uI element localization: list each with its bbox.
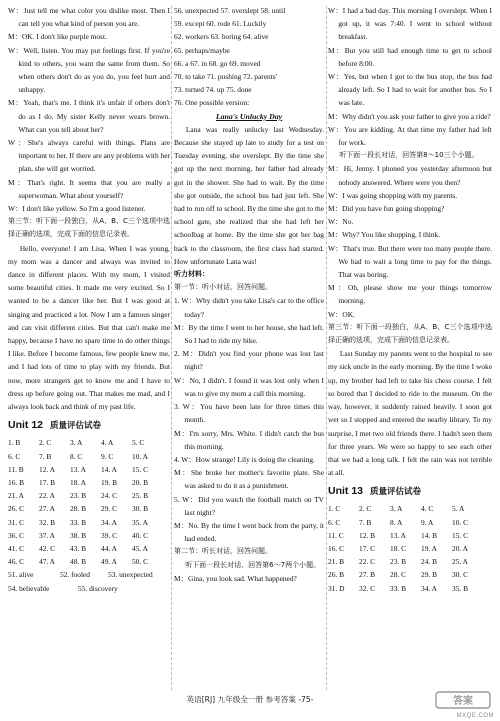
answer-item: 11. B <box>8 464 24 474</box>
answer-item: 1. B <box>8 438 21 448</box>
answer-tail <box>8 568 170 594</box>
answer-item: 51. alive <box>8 570 34 580</box>
answer-item: 41. C <box>8 543 25 553</box>
answer-item: 35. B <box>452 583 469 593</box>
dialogue-line: 3. W：You have been late for three times this month. <box>174 402 324 425</box>
answer-item: 26. B <box>328 570 345 580</box>
answer-row <box>328 529 492 542</box>
answer-item: 10. A <box>132 451 149 461</box>
answer-item: 47. A <box>39 557 56 567</box>
answer-line: 76. One possible version: <box>174 98 250 108</box>
dialogue-line: M：No. By the time I went back from the party, it had ended. <box>174 520 324 544</box>
answer-item: 27. A <box>39 504 56 514</box>
answer-item: 13. A <box>390 530 407 540</box>
answer-line: 70. to take 71. pushing 72. parents' <box>174 72 277 82</box>
answer-item: 19. A <box>421 543 438 553</box>
answer-item: 16. B <box>8 477 25 487</box>
answer-row <box>8 476 170 489</box>
column-left <box>8 4 170 692</box>
watermark-text: MXQE.COM <box>456 713 494 719</box>
answer-item: 12. A <box>39 464 56 474</box>
answer-item: 43. B <box>70 543 87 553</box>
answer-row <box>8 450 170 463</box>
unit-number: Unit 13 <box>328 485 364 498</box>
dialogue-line: M：That's right. It seems that you are really a superwoman. What about yourself? <box>8 177 170 200</box>
answer-item: 11. C <box>328 530 344 540</box>
answer-item: 9. C <box>101 451 114 461</box>
answer-item: 3. A <box>390 504 403 514</box>
answer-row <box>328 502 492 515</box>
answer-item: 37. A <box>39 530 56 540</box>
answer-item: 40. C <box>132 530 149 540</box>
story-text: Lana was really unlucky last Wednesday. Because she stayed up late to study for a test on Tuesday evening, she overslept. By the time she got up the next morning, her father had already got in the shower. She had to wait. By the time she got outside, the school bus had just left. She had to run off to school. By the time she got to the school gate, she realized that she had left her schoolbag at home. By the time she got her bag back to the classroom, the first class had started. How unfortunate Lana was! <box>174 124 324 266</box>
answer-item: 4. A <box>101 438 114 448</box>
answer-line: 62. workers 63. boring 64. alive <box>174 32 269 42</box>
listening-header: 听力材料： <box>174 270 209 279</box>
answer-item: 36. C <box>8 530 25 540</box>
answer-item: 52. fooled <box>60 570 90 580</box>
monologue-text: Hello, everyone! I am Lisa. When I was young, my mom was a dancer and always was invited to dance in different places. With my mom, I visited some beautiful cities. It made me very excited. So I wanted to be a dancer like her. But I was good at singing and practiced a lot. Now I am a famous singer and can visit different cities. But that can't make me happy, because I have no spare time to do other things I like. Before I become famous, few people knew me, and I had lots of time to play with my friends. But now, more strangers get to know me and I have to dress up before going out. That makes me mad, and I always look back and think of my past life. <box>8 243 170 412</box>
dialogue-line: M：Did you have fun going shopping? <box>328 204 445 214</box>
answer-item: 18. C <box>390 543 407 553</box>
dialogue-colors <box>8 4 170 215</box>
dialogue-line: M：But you still had enough time to get to school before 8:00. <box>328 45 492 68</box>
column-middle <box>174 4 324 692</box>
answer-item: 24. C <box>101 491 118 501</box>
dialogue-line: 2. M：Didn't you find your phone was lost last night? <box>174 349 324 372</box>
answer-item: 5. C <box>132 438 145 448</box>
answer-item: 33. B <box>390 583 407 593</box>
answer-item: 3. A <box>70 438 83 448</box>
dialogue-line: M：Why? You like shopping, I think. <box>328 230 441 240</box>
answer-item: 6. C <box>8 451 21 461</box>
answer-item: 28. B <box>70 504 87 514</box>
dialogue-line: W：She's always careful with things. Plans are important to her. If there are any problems with her plan, she will get worried. <box>8 138 170 174</box>
answer-row <box>328 542 492 555</box>
answer-row <box>328 555 492 568</box>
answer-item: 25. A <box>452 557 469 567</box>
answer-row <box>8 542 170 555</box>
answer-line: 59. except 60. rode 61. Luckily <box>174 19 267 29</box>
answer-grid-unit13 <box>328 502 492 594</box>
answer-item: 25. B <box>132 491 149 501</box>
answer-row <box>8 502 170 515</box>
answer-item: 14. A <box>101 464 118 474</box>
answer-row <box>328 516 492 529</box>
answer-row <box>328 568 492 581</box>
section-instruction: 听下面一段长对话，回答第8～10三个小题。 <box>339 151 479 160</box>
answer-item: 10. C <box>452 517 469 527</box>
answer-item: 53. unexpected <box>108 570 153 580</box>
dialogue-line: 4. W：How strange! Lily is doing the cleaning. <box>174 454 315 464</box>
answer-item: 18. A <box>70 477 87 487</box>
section-heading: 第二节：听长对话，回答问题。 <box>174 547 272 556</box>
answer-row <box>8 555 170 568</box>
answer-item: 17. B <box>39 477 56 487</box>
story-title: Lana's Unlucky Day <box>215 111 283 121</box>
answer-page <box>8 4 492 694</box>
dialogue-line: M：By the time I went to her house, she had left. So I had to ride my bike. <box>174 322 324 346</box>
answer-row <box>8 516 170 529</box>
answer-item: 38. B <box>70 530 87 540</box>
dialogue-line: W：That's true. But there were too many people there. We had to wait a long time to pay for the things. That was boring. <box>328 243 492 280</box>
answer-item: 22. A <box>39 491 56 501</box>
answer-line: 66. a 67. in 68. go 69. moved <box>174 58 261 68</box>
answer-item: 44. A <box>101 543 118 553</box>
answer-item: 17. C <box>359 543 376 553</box>
answer-item: 21. A <box>8 491 25 501</box>
answer-item: 4. C <box>421 504 434 514</box>
answer-item: 30. B <box>132 504 149 514</box>
answer-item: 33. B <box>70 517 87 527</box>
dialogue-line: 5. W：Did you watch the football match on TV last night? <box>174 494 324 517</box>
unit13-heading <box>328 482 492 501</box>
answer-item: 2. C <box>359 504 372 514</box>
answer-item: 19. B <box>101 477 118 487</box>
dialogue-line: W：No. <box>328 217 354 227</box>
answer-line: 56. unexpected 57. overslept 58. until <box>174 6 286 15</box>
unit-title: 质量评估试卷 <box>369 487 421 498</box>
dialogue-line: M：I'm sorry, Mrs. White. I didn't catch the bus this morning. <box>174 428 324 451</box>
answer-item: 24. B <box>421 557 438 567</box>
answer-item: 31. D <box>328 583 345 593</box>
answer-row <box>8 489 170 502</box>
answer-item: 34. A <box>101 517 118 527</box>
dialogue-line: M：Why didn't you ask your father to give you a ride? <box>328 111 491 121</box>
page-footer: 英语[RJ] 九年级全一册 参考答案 -75- <box>186 695 314 704</box>
answer-item: 2. C <box>39 438 52 448</box>
section-instruction: 第三节：听下面一段独白，从A、B、C三个选项中选择正确的选项，完成下面的信息记录表。 <box>328 322 492 345</box>
answer-item: 7. B <box>39 451 52 461</box>
monologue-text: Last Sunday my parents went to the hospital to see my sick uncle in the early morning. By the time I woke up, my brother had left to take his chess course. I felt so bored that I decided to ride to the museum. On the way, however, it suddenly rained heavily. I soon got wet so I stopped and entered the nearby library. To my surprise, I met two old friends there. I hadn't seen them for three years. We were so happy to see each other that we had a long talk. I felt the rain was not terrible at all. <box>328 349 492 478</box>
dialogue-line: M：Yeah, that's me. I think it's unfair if others don't do as I do. My sister Kelly never wears brown. What can you tell about her? <box>8 98 170 134</box>
section-heading: 第一节：听小对话，回答问题。 <box>174 283 272 292</box>
answer-item: 20. B <box>132 477 149 487</box>
answer-item: 27. B <box>359 570 376 580</box>
answer-row <box>328 582 492 595</box>
dialogue-line: 1. W：Why didn't you take Lisa's car to the office today? <box>174 296 324 319</box>
dialogue-line: W：No, I didn't. I found it was lost only when I was to give my mom a call this morning. <box>174 375 324 398</box>
answer-item: 29. C <box>101 504 118 514</box>
dialogue-line: W：OK. <box>328 309 355 319</box>
dialogue-line: W：I don't like yellow. So I'm a good listener. <box>8 204 146 214</box>
dialogue-line: W：I had a bad day. This morning I overslept. When I got up, it was 7:40. I went to school without breakfast. <box>328 6 492 42</box>
answer-item: 31. C <box>8 517 25 527</box>
answer-line: 73. turned 74. up 75. done <box>174 85 252 95</box>
answer-grid-unit12 <box>8 436 170 568</box>
answer-item: 9. A <box>421 517 434 527</box>
answer-row <box>8 529 170 542</box>
answer-item: 28. C <box>390 570 407 580</box>
section-instruction: 第三节：听下面一段独白，从A、B、C三个选项中选择正确的选项，完成下面的信息记录表。 <box>8 217 170 239</box>
answer-item: 55. discovery <box>78 583 118 593</box>
answer-item: 46. C <box>8 557 25 567</box>
answer-row <box>8 436 170 449</box>
column-divider <box>326 6 327 690</box>
dialogue-line: W：Yes, but when I got to the bus stop, the bus had already left. So I had to wait for another bus. So I was late. <box>328 72 492 108</box>
answer-item: 1. C <box>328 504 341 514</box>
answer-item: 42. C <box>39 543 56 553</box>
answer-item: 30. C <box>452 570 469 580</box>
unit12-heading <box>8 416 170 435</box>
answer-item: 32. C <box>359 583 376 593</box>
dialogue-line: M：She broke her mother's favorite plate. She was asked to do it as a punishment. <box>174 468 324 491</box>
answer-item: 8. C <box>70 451 83 461</box>
dialogue-line: M：OK. I don't like purple most. <box>8 32 107 42</box>
answer-row <box>8 463 170 476</box>
answer-item: 13. A <box>70 464 87 474</box>
dialogue-line: W：You are kidding. At that time my father had left for work. <box>328 124 492 148</box>
answer-item: 21. B <box>328 557 345 567</box>
answer-item: 5. A <box>452 504 465 514</box>
unit-number: Unit 12 <box>8 419 44 432</box>
answer-item: 12. B <box>359 530 376 540</box>
answer-item: 6. C <box>328 517 341 527</box>
answer-item: 48. B <box>70 557 87 567</box>
answer-item: 14. B <box>421 530 438 540</box>
answer-item: 34. A <box>421 583 438 593</box>
answer-item: 50. C <box>132 557 149 567</box>
answer-item: 15. C <box>132 464 149 474</box>
answer-item: 29. B <box>421 570 438 580</box>
section-instruction: 听下面一段长对话，回答第6～7两个小题。 <box>185 560 321 569</box>
answer-item: 45. A <box>132 543 149 553</box>
answer-item: 23. B <box>390 557 407 567</box>
answer-item: 23. B <box>70 491 87 501</box>
dialogue-line: W：Well, listen. You may put feelings first. If you're kind to others, you want the same from them. So when others don't do as you do, you feel hurt and unhappy. <box>8 45 170 95</box>
answer-item: 32. B <box>39 517 56 527</box>
unit-title: 质量评估试卷 <box>49 421 101 432</box>
dialogue-line: M：Gina, you look sad. What happened? <box>174 573 297 583</box>
answer-item: 8. A <box>390 517 403 527</box>
answer-item: 35. A <box>132 517 149 527</box>
answer-item: 54. believable <box>8 583 50 593</box>
answer-item: 22. C <box>359 557 376 567</box>
answer-item: 7. B <box>359 517 372 527</box>
dialogue-line: W：Just tell me what color you dislike most. Then I can tell you what kind of person you are. <box>8 6 170 29</box>
dialogue-line: W：I was going shopping with my parents. <box>328 190 458 200</box>
answer-item: 16. C <box>328 543 345 553</box>
answer-item: 20. A <box>452 543 469 553</box>
answer-line: 65. perhaps/maybe <box>174 45 230 55</box>
dialogue-line: M：Hi, Jenny. I phoned you yesterday afternoon but nobody answered. Where were you then? <box>328 164 492 187</box>
column-divider <box>171 6 172 690</box>
column-right <box>328 4 492 692</box>
answer-item: 26. C <box>8 504 25 514</box>
answer-item: 39. C <box>101 530 118 540</box>
dialogue-line: M：Oh, please show me your things tomorrow morning. <box>328 283 492 306</box>
answer-item: 49. A <box>101 557 118 567</box>
answer-item: 15. C <box>452 530 469 540</box>
svg-text:答案: 答案 <box>453 696 473 707</box>
